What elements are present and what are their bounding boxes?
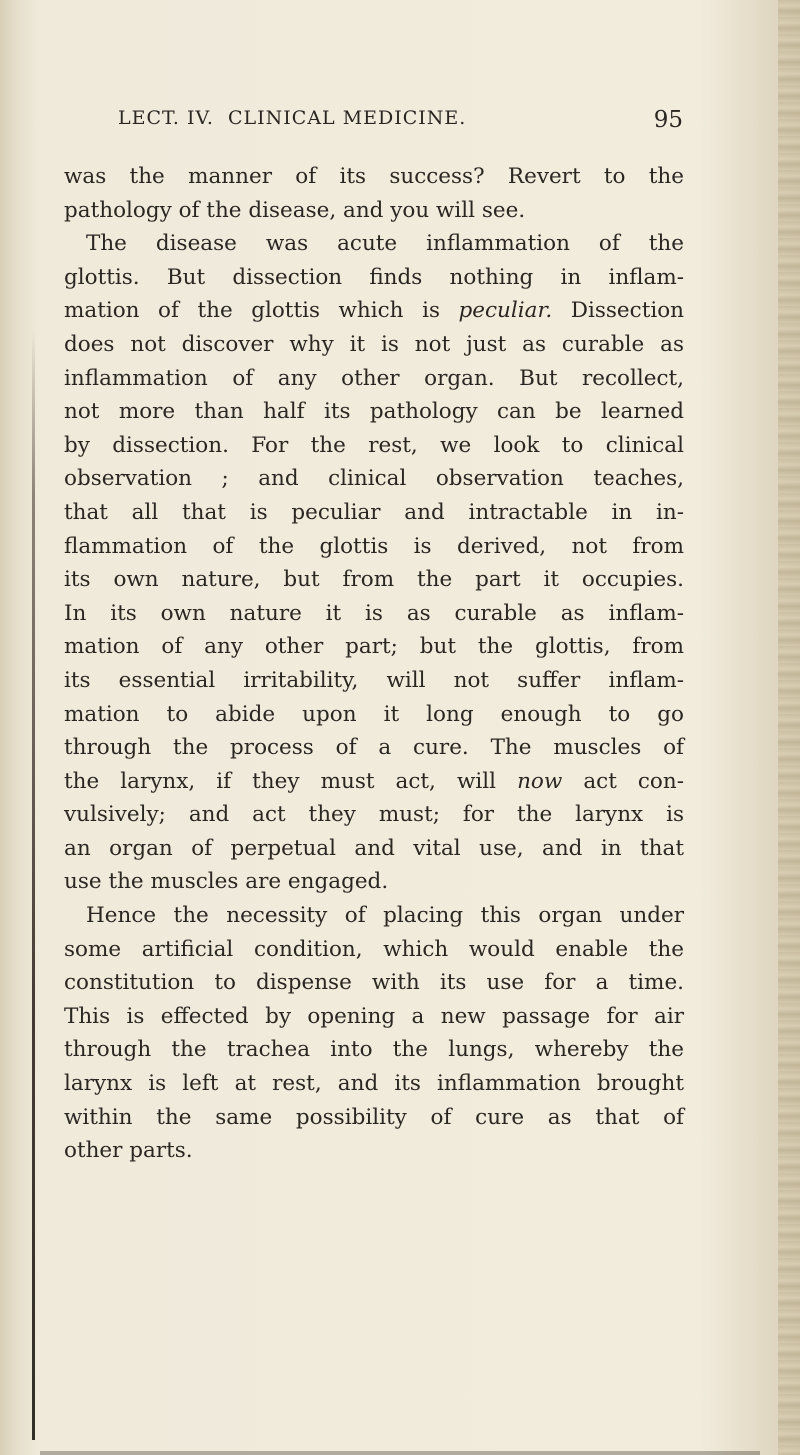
- body-text: [64, 160, 684, 1168]
- text-line: The disease was acute inflammation of the: [86, 231, 684, 257]
- text-line: that all that is peculiar and intractable in in-: [64, 499, 684, 525]
- text-line: mation to abide upon it long enough to go: [64, 701, 684, 727]
- text-line: by dissection. For the rest, we look to clinical: [64, 432, 684, 458]
- text-line: This is effected by opening a new passage for air: [64, 1003, 684, 1029]
- running-head: [118, 107, 683, 137]
- text-line: an organ of perpetual and vital use, and in that: [64, 835, 684, 861]
- emphasis: now: [517, 768, 563, 794]
- page-number: 95: [653, 107, 683, 133]
- text-line: glottis. But dissection finds nothing in inflam-: [64, 264, 684, 290]
- emphasis: peculiar.: [458, 298, 553, 324]
- binding-shadow: [32, 330, 35, 1440]
- text-line: larynx is left at rest, and its inflammation brought: [64, 1071, 684, 1097]
- text-line: constitution to dispense with its use for a time.: [64, 970, 684, 996]
- text-line: pathology of the disease, and you will see.: [64, 197, 526, 223]
- text-line: within the same possibility of cure as that of: [64, 1104, 684, 1130]
- text-line: vulsively; and act they must; for the larynx is: [64, 802, 684, 828]
- text-line: through the process of a cure. The muscles of: [64, 735, 684, 761]
- text-line: flammation of the glottis is derived, not from: [64, 533, 684, 559]
- text-line: through the trachea into the lungs, whereby the: [64, 1037, 684, 1063]
- text-line: use the muscles are engaged.: [64, 869, 389, 895]
- text-line: observation ; and clinical observation teaches,: [64, 466, 684, 492]
- page-edge: [778, 0, 800, 1455]
- text-line: not more than half its pathology can be learned: [64, 399, 684, 425]
- text-line: the larynx, if they must act, will now act con-: [64, 768, 684, 794]
- text-line: mation of any other part; but the glottis, from: [64, 634, 684, 660]
- text-line: mation of the glottis which is peculiar. Dissection: [64, 298, 685, 324]
- bottom-edge: [40, 1451, 760, 1455]
- text-line: its own nature, but from the part it occupies.: [64, 567, 684, 593]
- lecture-label: LECT. IV.: [118, 107, 214, 129]
- text-line: does not discover why it is not just as curable as: [64, 331, 684, 357]
- running-title: CLINICAL MEDICINE.: [228, 107, 467, 129]
- text-line: some artificial condition, which would enable the: [64, 936, 684, 962]
- text-line: its essential irritability, will not suffer inflam-: [64, 667, 684, 693]
- binding-gutter: [0, 0, 34, 1455]
- text-line: was the manner of its success? Revert to the: [64, 164, 684, 189]
- text-line: Hence the necessity of placing this organ under: [86, 903, 684, 929]
- text-line: inflammation of any other organ. But recollect,: [64, 365, 684, 391]
- text-line: other parts.: [64, 1138, 193, 1164]
- text-line: In its own nature it is as curable as inflam-: [64, 600, 684, 626]
